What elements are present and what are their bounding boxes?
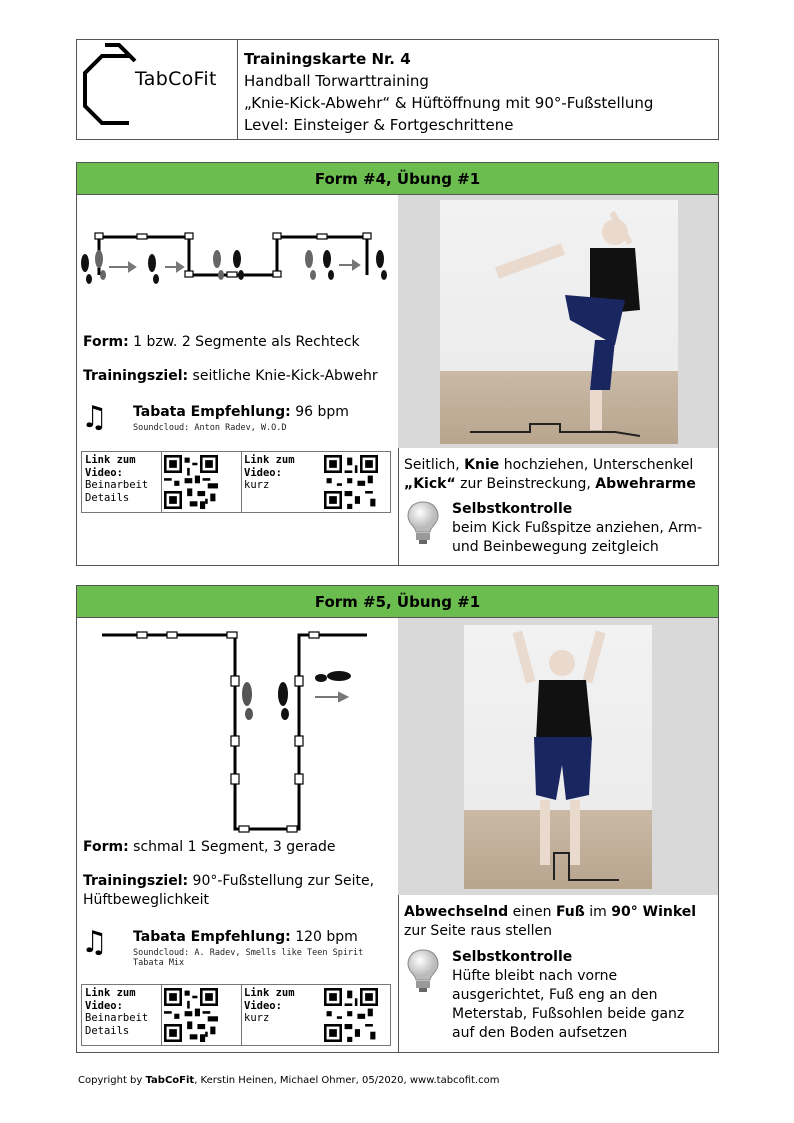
exercise-description-1: Seitlich, Knie hochziehen, Unterschenkel „Kick“ zur Beinstreckung, Abwehrarme — [404, 457, 696, 492]
form-line — [83, 333, 360, 352]
qr-code-icon[interactable] — [324, 988, 378, 1042]
self-check-label: Selbstkontrolle — [452, 949, 573, 965]
self-check-label: Selbstkontrolle — [452, 501, 573, 517]
tabcofit-logo — [77, 40, 238, 139]
tabata-value: 96 bpm — [290, 404, 349, 420]
tabata-line — [133, 403, 349, 422]
soundcloud-credit: Soundcloud: A. Radev, Smells like Teen Spirit Tabata Mix — [133, 948, 364, 968]
qr-code-icon[interactable] — [164, 455, 218, 509]
qr-code-icon[interactable] — [324, 455, 378, 509]
person-figure — [440, 200, 678, 444]
card-1-right-panel — [398, 195, 718, 565]
tabata-label: Tabata Empfehlung: — [133, 929, 291, 945]
form-value: schmal 1 Segment, 3 gerade — [128, 839, 336, 855]
exercise-photo-1 — [440, 200, 678, 444]
goal-label: Trainingsziel: — [83, 873, 189, 889]
exercise-description-2: Abwechselnd einen Fuß im 90° Winkel zur Seite raus stellen — [404, 904, 697, 939]
qr-code-icon[interactable] — [164, 988, 218, 1042]
video-link-1-desc: Beinarbeit Details — [85, 1012, 149, 1037]
tabata-value: 120 bpm — [290, 929, 358, 945]
exercise-card-1 — [76, 162, 719, 566]
tabata-line — [133, 928, 358, 947]
goal-value-2: Hüftbeweglichkeit — [83, 892, 209, 908]
video-link-1-label[interactable]: Link zum Video: — [85, 454, 136, 479]
header-info — [244, 48, 653, 136]
person-figure — [464, 625, 652, 889]
music-note-icon: ♫ — [81, 925, 108, 960]
tabata-label: Tabata Empfehlung: — [133, 404, 291, 420]
video-link-2-desc: kurz — [244, 1012, 270, 1024]
form-4-diagram — [77, 225, 398, 295]
header-topic: „Knie-Kick-Abwehr“ & Hüftöffnung mit 90°-Fußstellung — [244, 94, 654, 112]
copyright-footer: Copyright by TabCoFit, Kerstin Heinen, Michael Ohmer, 05/2020, www.tabcofit.com — [78, 1075, 500, 1086]
form-value: 1 bzw. 2 Segmente als Rechteck — [128, 334, 360, 350]
video-links — [81, 984, 391, 1046]
video-links — [81, 451, 391, 513]
exercise-photo-2 — [464, 625, 652, 889]
exercise-card-2 — [76, 585, 719, 1053]
video-link-2-label[interactable]: Link zum Video: — [244, 454, 295, 479]
self-check-2: Selbstkontrolle Hüfte bleibt nach vorne ausgerichtet, Fuß eng an den Meterstab, Fußsohlen beide ganz auf den Boden aufsetzen — [452, 949, 685, 1041]
form-label: Form: — [83, 839, 129, 855]
soundcloud-credit: Soundcloud: Anton Radev, W.O.D — [133, 423, 287, 433]
form-line — [83, 838, 336, 857]
card-2-right-panel — [398, 618, 718, 1052]
form-label: Form: — [83, 334, 129, 350]
goal-value: 90°-Fußstellung zur Seite, — [188, 873, 375, 889]
card-2-heading: Form #5, Übung #1 — [77, 586, 718, 618]
video-link-2-desc: kurz — [244, 479, 270, 491]
brand-name: TabCoFit — [135, 68, 217, 90]
goal-line — [83, 872, 374, 910]
card-title: Trainingskarte Nr. 4 — [244, 50, 411, 68]
music-note-icon: ♫ — [81, 400, 108, 435]
card-2-left-panel — [77, 618, 399, 1052]
card-1-left-panel — [77, 195, 399, 565]
lightbulb-icon — [406, 500, 440, 546]
form-5-diagram — [77, 624, 398, 839]
card-header — [76, 39, 719, 140]
lightbulb-icon — [406, 948, 440, 994]
header-level: Level: Einsteiger & Fortgeschrittene — [244, 116, 514, 134]
goal-label: Trainingsziel: — [83, 368, 189, 384]
video-link-1-desc: Beinarbeit Details — [85, 479, 149, 504]
goal-line — [83, 367, 378, 386]
video-link-1-label[interactable]: Link zum Video: — [85, 987, 136, 1012]
card-1-heading: Form #4, Übung #1 — [77, 163, 718, 195]
video-link-2-label[interactable]: Link zum Video: — [244, 987, 295, 1012]
goal-value: seitliche Knie-Kick-Abwehr — [188, 368, 378, 384]
header-subtitle: Handball Torwarttraining — [244, 72, 429, 90]
self-check-1: Selbstkontrolle beim Kick Fußspitze anziehen, Arm- und Beinbewegung zeitgleich — [452, 501, 703, 555]
